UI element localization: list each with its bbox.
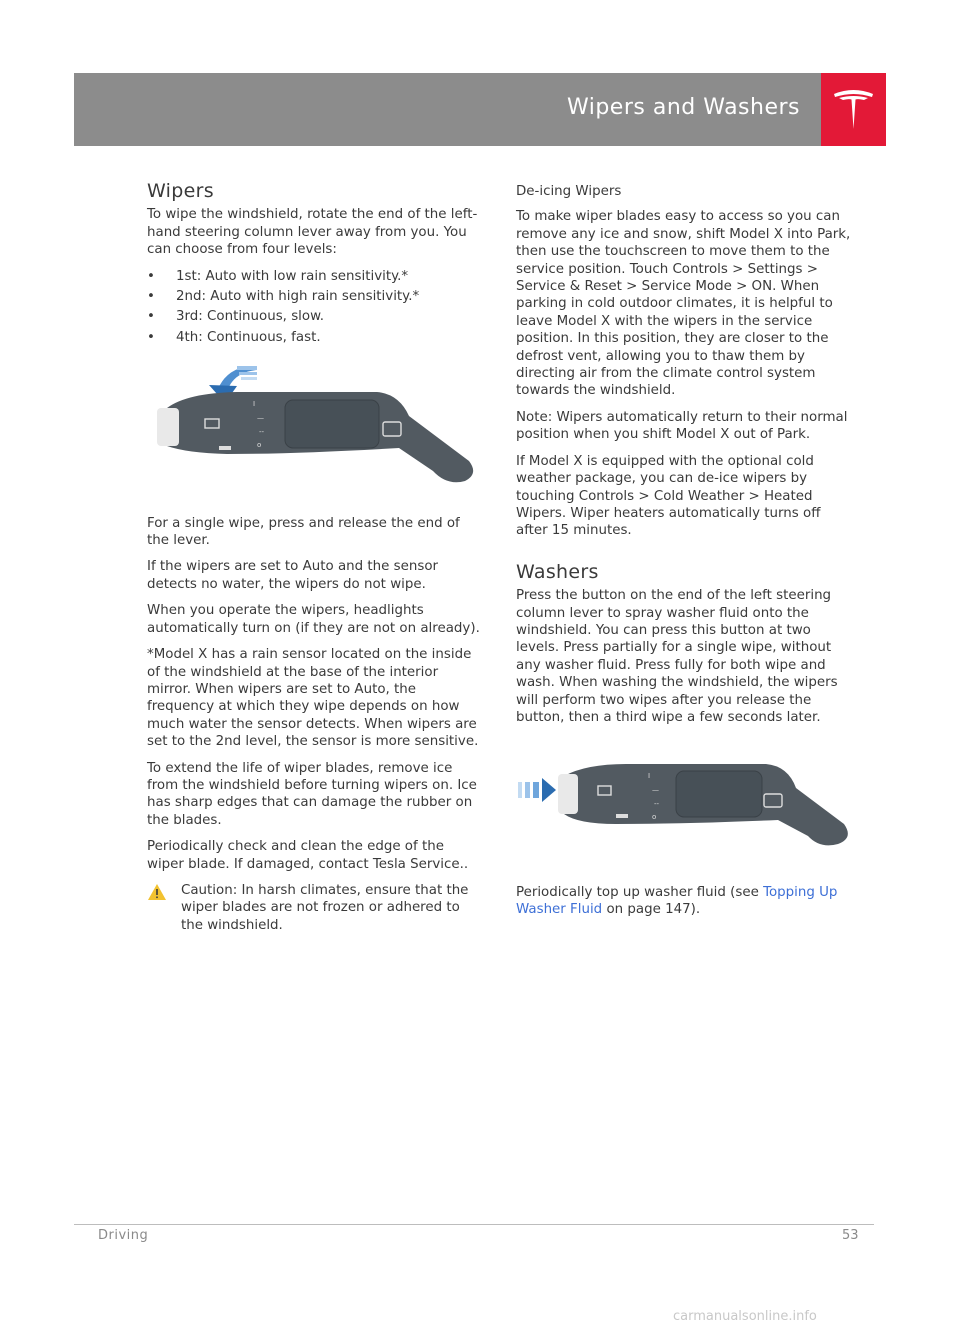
list-item: • 3rd: Continuous, slow. bbox=[147, 308, 483, 325]
topup-text-after: on page 147). bbox=[602, 902, 701, 918]
svg-text:o: o bbox=[257, 441, 262, 450]
svg-text:o: o bbox=[652, 813, 657, 822]
right-column bbox=[516, 183, 852, 928]
svg-text:--: -- bbox=[259, 428, 265, 437]
wiper-levels-list bbox=[147, 268, 483, 347]
washer-button-text: Press the button on the end of the left steering column lever to spray washer fluid onto the windshield. You can press this button at two levels. Press partially for a single wipe, without any washer fluid. Press fully for both wipe and wash. When washing the windshield, the wipers will perform two wipes after you release the button, then a third wipe a few seconds later. bbox=[516, 588, 838, 725]
single-wipe-text: For a single wipe, press and release the end of the lever. bbox=[147, 515, 460, 549]
svg-text:I: I bbox=[648, 772, 651, 781]
page-number: 53 bbox=[842, 1228, 859, 1243]
page-header bbox=[74, 73, 886, 146]
wipers-heading: Wipers bbox=[147, 180, 214, 202]
cold-weather-text: If Model X is equipped with the optional cold weather package, you can de-ice wipers by touching Controls > Cold Weather > Heated Wipers. Wiper heaters automatically turns off after 15 minutes. bbox=[516, 453, 821, 539]
footer-section: Driving bbox=[98, 1228, 149, 1243]
topup-text-before: Periodically top up washer fluid (see bbox=[516, 884, 764, 900]
rain-sensor-text: *Model X has a rain sensor located on the inside of the windshield at the base of the interior mirror. When wipers are set to Auto, the frequency at which they wipe depends on how much water the sensor detects. When wipers are set to the 2nd level, the sensor is more sensitive. bbox=[147, 647, 479, 750]
watermark: carmanualsonline.info bbox=[673, 1309, 817, 1324]
svg-text:—: — bbox=[652, 786, 659, 795]
left-column bbox=[147, 180, 483, 934]
list-item: • 4th: Continuous, fast. bbox=[147, 329, 483, 346]
topup-text bbox=[516, 884, 852, 919]
list-item: • 2nd: Auto with high rain sensitivity.* bbox=[147, 288, 483, 305]
deicing-heading: De-icing Wipers bbox=[516, 184, 622, 199]
caution-text: Caution: In harsh climates, ensure that the wiper blades are not frozen or adhered to the windshield. bbox=[181, 882, 469, 933]
auto-text: If the wipers are set to Auto and the sensor detects no water, the wipers do not wipe. bbox=[147, 559, 439, 592]
wipers-intro: To wipe the windshield, rotate the end of the left-hand steering column lever away from you. You can choose from four levels: bbox=[147, 207, 478, 258]
page-title: Wipers and Washers bbox=[566, 95, 800, 120]
svg-text:I: I bbox=[253, 400, 256, 409]
svg-text:--: -- bbox=[654, 800, 660, 809]
deicing-note: Note: Wipers automatically return to their normal position when you shift Model X out of Park. bbox=[516, 409, 848, 443]
washer-lever-press-figure bbox=[516, 754, 852, 859]
tesla-logo bbox=[821, 73, 886, 146]
svg-text:—: — bbox=[257, 414, 264, 423]
washers-heading: Washers bbox=[516, 560, 599, 583]
topping-up-washer-fluid-link[interactable]: Topping Up Washer Fluid bbox=[516, 884, 838, 918]
headlights-text: When you operate the wipers, headlights automatically turn on (if they are not on already). bbox=[147, 603, 480, 636]
check-blade-text: Periodically check and clean the edge of the wiper blade. If damaged, contact Tesla Service.. bbox=[147, 839, 469, 872]
warning-icon bbox=[147, 883, 167, 901]
service-position-text: To make wiper blades easy to access so you can remove any ice and snow, shift Model X into Park, then use the touchscreen to move them to the service position. Touch Controls > Settings > Service & Reset > Service Mode > ON. When parking in cold outdoor climates, it is helpful to leave Model X with the wipers in the service position. In this position, they are closer to the defrost vent, allowing you to thaw them by directing air from the climate control system towards the windshield. bbox=[516, 209, 851, 399]
tesla-logo-icon bbox=[831, 87, 876, 132]
footer-divider bbox=[74, 1224, 874, 1225]
extend-life-text: To extend the life of wiper blades, remove ice from the windshield before turning wipers on. Ice has sharp edges that can damage the rubber on the blades. bbox=[147, 760, 477, 828]
wiper-lever-rotate-figure bbox=[147, 358, 483, 498]
caution-note bbox=[147, 882, 483, 934]
list-item: • 1st: Auto with low rain sensitivity.* bbox=[147, 268, 483, 285]
